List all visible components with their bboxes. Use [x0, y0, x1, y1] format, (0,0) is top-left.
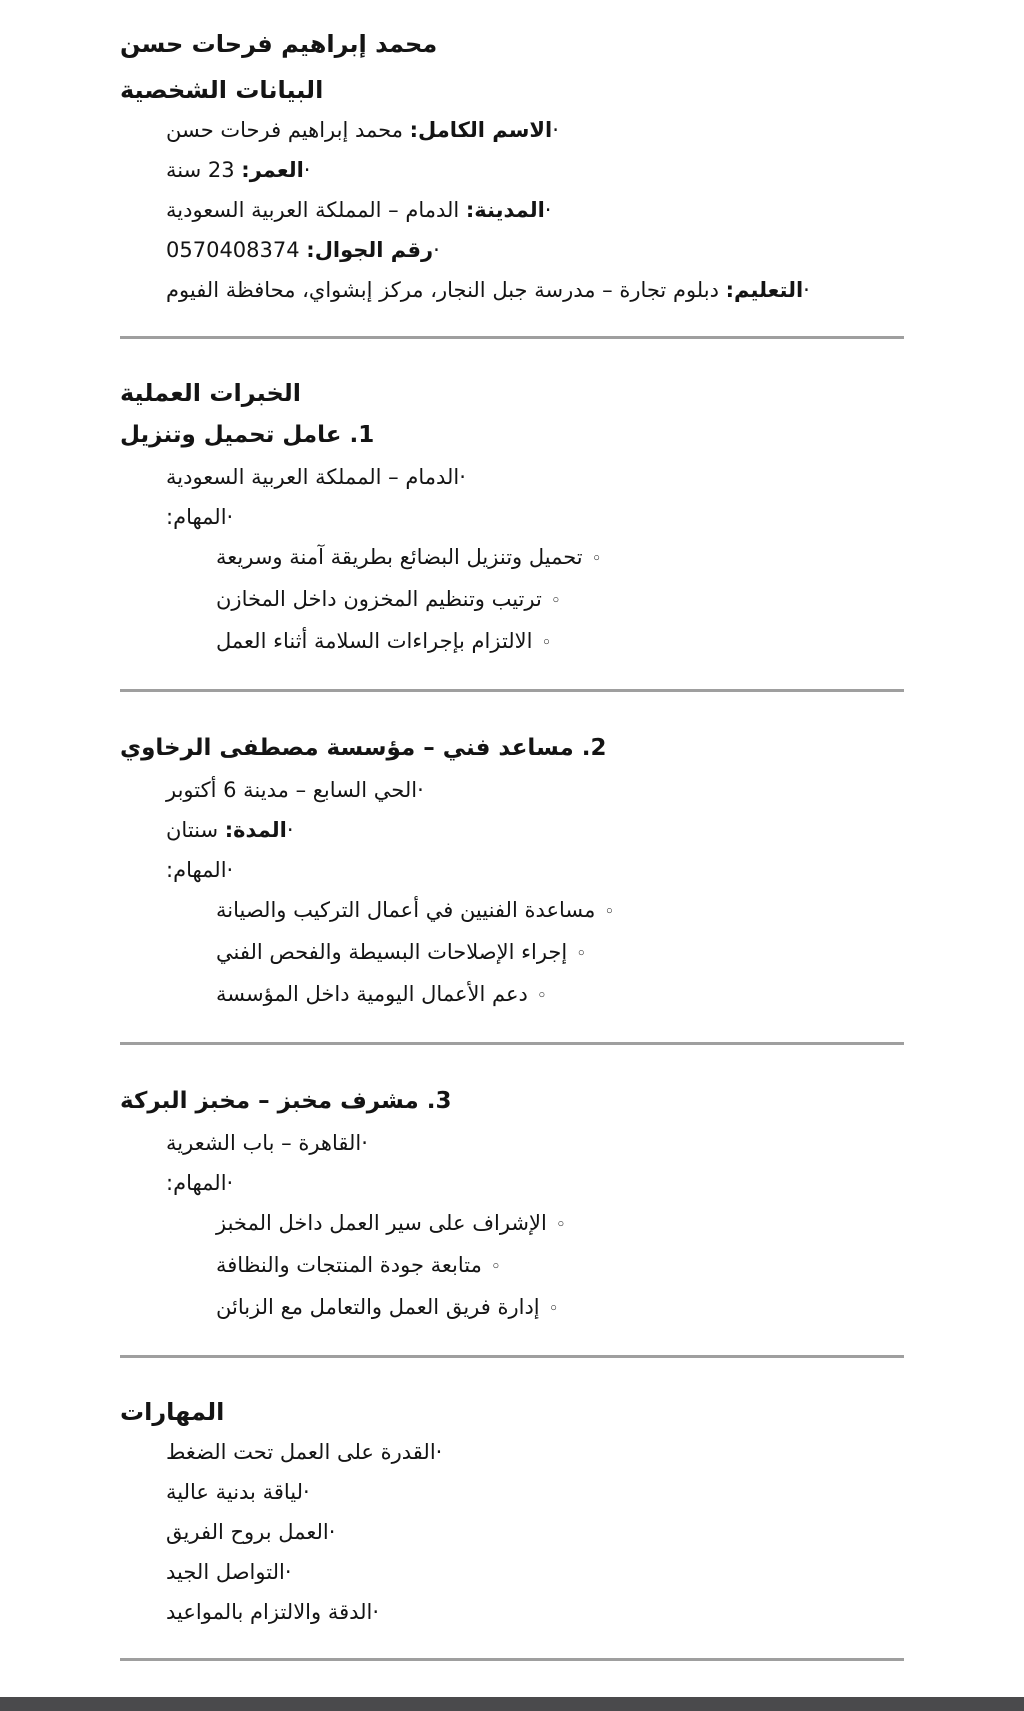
bullet-icon: ·	[803, 278, 810, 302]
list-item-city	[120, 190, 904, 230]
task-circle-icon: ◦	[541, 633, 552, 653]
item-value: الحي السابع – مدينة 6 أكتوبر	[166, 778, 418, 802]
job-task	[120, 537, 904, 579]
bullet-icon: ·	[284, 1560, 292, 1584]
item-value: القاهرة – باب الشعرية	[166, 1131, 362, 1155]
bullet-icon: ·	[372, 1600, 380, 1624]
bullet-icon: ·	[286, 818, 294, 842]
task-text: تحميل وتنزيل البضائع بطريقة آمنة وسريعة	[216, 545, 583, 569]
bullet-icon: ·	[226, 858, 234, 882]
task-circle-icon: ◦	[550, 591, 561, 611]
job-task	[120, 1245, 904, 1287]
item-value: الدقة والالتزام بالمواعيد	[166, 1600, 373, 1624]
item-value: الدمام – المملكة العربية السعودية	[166, 465, 460, 489]
task-text: إدارة فريق العمل والتعامل مع الزبائن	[216, 1295, 540, 1319]
item-label: التعليم:	[725, 278, 804, 302]
task-text: مساعدة الفنيين في أعمال التركيب والصيانة	[216, 898, 596, 922]
job-detail-location	[120, 457, 904, 497]
section-divider	[120, 336, 904, 339]
job-detail-duration	[120, 810, 904, 850]
task-circle-icon: ◦	[591, 549, 602, 569]
job-detail-tasks-label	[120, 1163, 904, 1203]
job-task	[120, 974, 904, 1016]
section-divider	[120, 1658, 904, 1661]
item-value: التواصل الجيد	[166, 1560, 285, 1584]
item-label: الاسم الكامل:	[409, 118, 553, 142]
item-value: سنتان	[166, 818, 225, 842]
task-circle-icon: ◦	[576, 944, 587, 964]
skill-item	[120, 1512, 904, 1552]
bullet-icon: ·	[226, 505, 234, 529]
item-value: العمل بروح الفريق	[166, 1520, 329, 1544]
job-task	[120, 621, 904, 663]
section-heading-work-experience: الخبرات العملية	[120, 379, 301, 407]
task-text: إجراء الإصلاحات البسيطة والفحص الفني	[216, 940, 568, 964]
job-detail-tasks-label	[120, 850, 904, 890]
section-divider	[120, 689, 904, 692]
bullet-icon: ·	[226, 1171, 234, 1195]
section-heading-skills: المهارات	[120, 1398, 225, 1426]
item-label: المدة:	[224, 818, 287, 842]
bullet-icon: ·	[544, 198, 552, 222]
job-title-3: 3. مشرف مخبز – مخبز البركة	[120, 1088, 452, 1114]
skill-item	[120, 1472, 904, 1512]
item-label: العمر:	[241, 158, 304, 182]
item-label: المدينة:	[465, 198, 545, 222]
list-item-age	[120, 150, 904, 190]
item-value: لياقة بدنية عالية	[166, 1480, 304, 1504]
bullet-icon: ·	[328, 1520, 336, 1544]
task-circle-icon: ◦	[490, 1257, 501, 1277]
bullet-icon: ·	[303, 1480, 310, 1504]
job-detail-location	[120, 1123, 904, 1163]
item-value: المهام:	[166, 858, 227, 882]
list-item-mobile-number	[120, 230, 904, 270]
section-heading-personal-data: البيانات الشخصية	[120, 76, 324, 104]
item-value: دبلوم تجارة – مدرسة جبل النجار، مركز إبشواي، محافظة الفيوم	[166, 278, 726, 302]
bottom-scrollbar-track[interactable]	[0, 1697, 1024, 1711]
item-value: القدرة على العمل تحت الضغط	[166, 1440, 436, 1464]
item-value: 0570408374	[166, 238, 307, 262]
job-task	[120, 932, 904, 974]
item-value: المهام:	[166, 505, 227, 529]
item-value: الدمام – المملكة العربية السعودية	[166, 198, 466, 222]
bullet-icon: ·	[459, 465, 466, 489]
item-value: المهام:	[166, 1171, 227, 1195]
task-text: ترتيب وتنظيم المخزون داخل المخازن	[216, 587, 542, 611]
task-circle-icon: ◦	[555, 1215, 566, 1235]
skill-item	[120, 1432, 904, 1472]
item-value: 23 سنة	[166, 158, 242, 182]
bullet-icon: ·	[303, 158, 311, 182]
bullet-icon: ·	[417, 778, 424, 802]
section-divider	[120, 1355, 904, 1358]
bullet-icon: ·	[433, 238, 440, 262]
list-item-education	[120, 270, 904, 310]
job-task	[120, 579, 904, 621]
bullet-icon: ·	[552, 118, 559, 142]
job-task	[120, 1203, 904, 1245]
candidate-name-title: محمد إبراهيم فرحات حسن	[120, 30, 438, 58]
task-circle-icon: ◦	[548, 1299, 559, 1319]
job-title-1: 1. عامل تحميل وتنزيل	[120, 422, 375, 448]
item-label: رقم الجوال:	[306, 238, 434, 262]
skill-item	[120, 1592, 904, 1632]
task-circle-icon: ◦	[604, 902, 615, 922]
task-text: الالتزام بإجراءات السلامة أثناء العمل	[216, 629, 533, 653]
bullet-icon: ·	[435, 1440, 443, 1464]
item-value: محمد إبراهيم فرحات حسن	[166, 118, 410, 142]
bullet-icon: ·	[361, 1131, 368, 1155]
task-text: متابعة جودة المنتجات والنظافة	[216, 1253, 482, 1277]
task-text: دعم الأعمال اليومية داخل المؤسسة	[216, 982, 528, 1006]
skill-item	[120, 1552, 904, 1592]
job-detail-location	[120, 770, 904, 810]
task-text: الإشراف على سير العمل داخل المخبز	[216, 1211, 547, 1235]
job-task	[120, 890, 904, 932]
job-detail-tasks-label	[120, 497, 904, 537]
list-item-full-name	[120, 110, 904, 150]
section-divider	[120, 1042, 904, 1045]
job-title-2: 2. مساعد فني – مؤسسة مصطفى الرخاوي	[120, 735, 607, 761]
job-task	[120, 1287, 904, 1329]
task-circle-icon: ◦	[536, 986, 547, 1006]
